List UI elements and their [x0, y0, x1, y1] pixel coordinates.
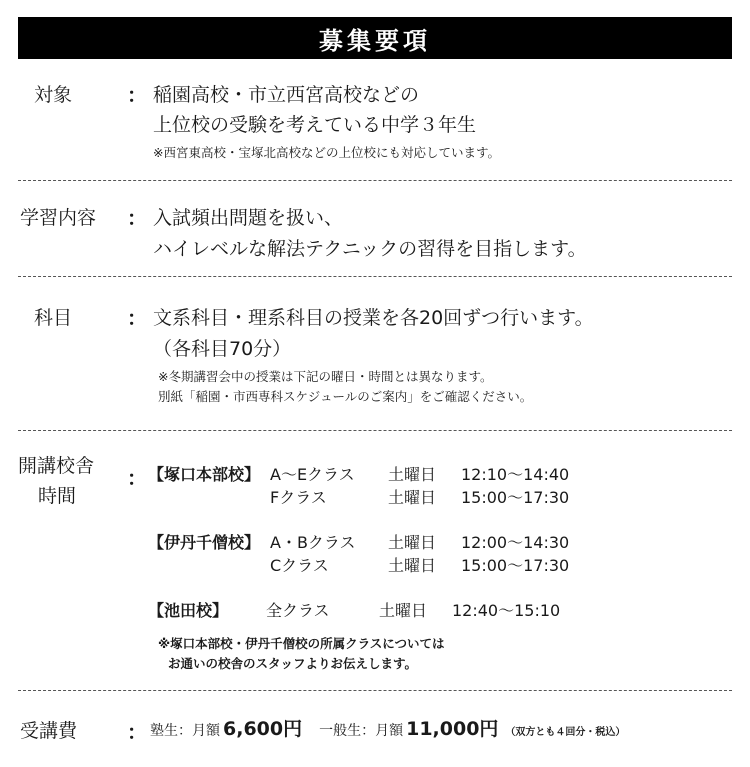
subjects-note1: ※冬期講習会中の授業は下記の曜日・時間とは異なります。 [158, 369, 493, 384]
fee-member-prefix: 塾生：月額 [150, 723, 220, 739]
title-banner [18, 17, 732, 59]
fee-note: （双方とも４回分・税込） [505, 727, 626, 738]
divider [18, 276, 732, 277]
schedule-label-2: 時間 [38, 485, 77, 507]
class-time: 12:00～14:30 [461, 533, 570, 552]
fee-line [150, 714, 625, 741]
target-colon: ： [127, 83, 147, 107]
schedule-label-1: 開講校舎 [18, 455, 95, 477]
page-title: 募集要項 [319, 26, 431, 55]
fee-general-amount: 11,000円 [406, 718, 499, 740]
fee-member-amount: 6,600円 [223, 718, 303, 740]
target-line2: 上位校の受験を考えている中学３年生 [153, 114, 477, 136]
subjects-line2: （各科目70分） [153, 338, 292, 360]
divider [18, 180, 732, 181]
class-name: Fクラス [270, 488, 327, 507]
class-day: 土曜日 [388, 533, 437, 552]
class-name: A・Bクラス [270, 533, 356, 552]
class-day: 土曜日 [379, 601, 428, 620]
schedule-note1: ※塚口本部校・伊丹千僧校の所属クラスについては [158, 636, 445, 651]
campus-ikeda: 【池田校】 [148, 601, 229, 620]
target-label: 対象 [34, 84, 73, 106]
class-name: Cクラス [270, 556, 329, 575]
fee-general-prefix: 一般生：月額 [319, 723, 404, 739]
fee-colon: ： [127, 720, 147, 744]
schedule-colon: ： [127, 466, 147, 490]
target-note: ※西宮東高校・宝塚北高校などの上位校にも対応しています。 [153, 145, 500, 160]
subjects-line1: 文系科目・理系科目の授業を各20回ずつ行います。 [153, 307, 594, 329]
subjects-label: 科目 [34, 307, 73, 329]
class-time: 12:40～15:10 [452, 601, 561, 620]
content-line2: ハイレベルな解法テクニックの習得を目指します。 [153, 238, 587, 260]
content-label: 学習内容 [20, 207, 97, 229]
class-day: 土曜日 [388, 556, 437, 575]
target-line1: 稲園高校・市立西宮高校などの [153, 84, 420, 106]
subjects-colon: ： [127, 306, 147, 330]
content-colon: ： [127, 206, 147, 230]
class-time: 15:00～17:30 [461, 488, 570, 507]
campus-itami: 【伊丹千僧校】 [148, 533, 261, 552]
schedule-note2: お通いの校舎のスタッフよりお伝えします。 [168, 656, 418, 671]
content-line1: 入試頻出問題を扱い、 [153, 207, 344, 229]
subjects-note2: 別紙「稲園・市西専科スケジュールのご案内」をご確認ください。 [158, 389, 533, 404]
class-time: 12:10～14:40 [461, 465, 570, 484]
class-name: A～Eクラス [270, 465, 355, 484]
class-time: 15:00～17:30 [461, 556, 570, 575]
divider [18, 690, 732, 691]
class-day: 土曜日 [388, 488, 437, 507]
class-name: 全クラス [266, 601, 330, 620]
campus-tsukaguchi: 【塚口本部校】 [148, 465, 261, 484]
fee-label: 受講費 [20, 720, 78, 742]
divider [18, 430, 732, 431]
class-day: 土曜日 [388, 465, 437, 484]
